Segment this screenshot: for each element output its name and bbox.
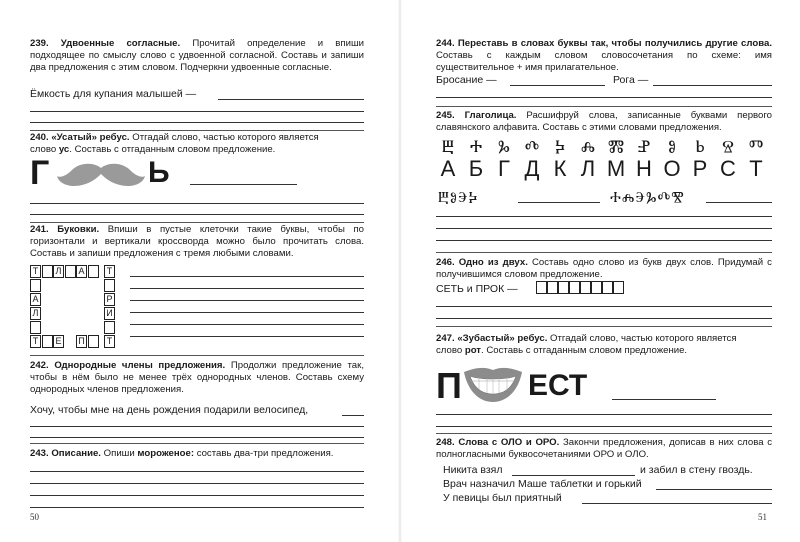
- task-243-writing-line[interactable]: [30, 495, 364, 496]
- task-247-bold-word: рот: [464, 344, 482, 356]
- task-244-instruction: Составь с каждым словом словосочетания по схеме: имя существительное + имя прилагательное.: [436, 49, 772, 73]
- glagolitic-letter: Ⰿ: [607, 137, 625, 157]
- task-239-instruction: Прочитай определение и впиши подходящее по смыслу слово с удвоенной согласной. Составь и запиши два предложения с этим словом. Подчеркни удвоенные согласные.: [30, 38, 365, 73]
- divider: [30, 130, 364, 131]
- task-246-words: СЕТЬ и ПРОК —: [436, 283, 518, 295]
- task-240-writing-line[interactable]: [30, 203, 364, 204]
- task-239-writing-line[interactable]: [30, 111, 364, 112]
- task-239-number: 239. Удвоенные согласные.: [30, 38, 181, 49]
- rebus-letters-est: ЕСТ: [528, 369, 588, 402]
- divider: [436, 106, 772, 107]
- glagolitic-letter: Ⱅ: [748, 137, 764, 157]
- divider: [30, 222, 364, 223]
- task-245-writing-line[interactable]: [436, 228, 772, 229]
- crossword-cell: Л: [30, 307, 41, 320]
- right-page: [400, 0, 800, 542]
- cyrillic-letter: Л: [580, 156, 596, 181]
- task-248-answer-line[interactable]: [582, 503, 772, 504]
- crossword-empty-cell[interactable]: [88, 335, 99, 348]
- crossword-empty-cell[interactable]: [30, 321, 41, 334]
- glagolitic-letter: Ⱀ: [637, 137, 651, 157]
- task-248-sentence-2: Врач назначил Маше таблетки и горький: [443, 478, 642, 490]
- coded-word-1: ⰁⰑⰅⰍ: [438, 188, 479, 206]
- rebus-letter-soft-sign: Ь: [148, 156, 170, 189]
- task-248-sentence-3: У певицы был приятный: [443, 492, 562, 504]
- task-245-answer-line[interactable]: [706, 202, 772, 203]
- task-246-writing-line[interactable]: [436, 318, 772, 319]
- glagolitic-letter: Ⰴ: [524, 137, 540, 157]
- crossword-cell: Т: [30, 265, 41, 278]
- glagolitic-letter: Ⰱ: [441, 137, 455, 157]
- task-240-number: 240. «Усатый» ребус.: [30, 132, 130, 143]
- task-246-instruction: Составь одно слово из букв двух слов. Придумай с получившимся словом предложение.: [436, 257, 772, 280]
- answer-cell[interactable]: [602, 281, 613, 294]
- task-245-text: [436, 110, 772, 134]
- glagolitic-letter: Ⰰ: [469, 137, 483, 157]
- cyrillic-letter: Д: [524, 156, 540, 181]
- task-240-instruction-a: Отгадай слово, частью которого является: [132, 132, 319, 143]
- task-242-writing-line[interactable]: [30, 426, 364, 427]
- crossword-cell: Л: [53, 265, 64, 278]
- task-242-text: [30, 360, 364, 395]
- task-243-writing-line[interactable]: [30, 507, 364, 508]
- task-248-answer-line[interactable]: [656, 489, 772, 490]
- task-245-writing-line[interactable]: [436, 240, 772, 241]
- answer-cell[interactable]: [536, 281, 547, 294]
- task-240-answer-line[interactable]: [190, 184, 297, 185]
- task-243-number: 243. Описание.: [30, 448, 101, 459]
- task-240-bold-word: ус: [58, 143, 70, 155]
- task-245-answer-line[interactable]: [518, 202, 600, 203]
- task-244-writing-line[interactable]: [436, 97, 772, 98]
- task-243-writing-line[interactable]: [30, 471, 364, 472]
- divider: [30, 443, 364, 444]
- glagolitic-letter: Ⱃ: [695, 137, 705, 157]
- task-241-writing-line[interactable]: [130, 324, 364, 325]
- task-247-instruction-b: слово: [436, 344, 465, 356]
- task-247-instruction-c: . Составь с отгаданным словом предложение.: [481, 344, 688, 356]
- crossword-cell: И: [104, 307, 115, 320]
- task-243-instruction-a: Опиши: [103, 448, 138, 459]
- cyrillic-letter: А: [440, 156, 456, 181]
- task-242-writing-line[interactable]: [30, 437, 364, 438]
- coded-word-2: ⰀⰎⰅⰃⰄⰊ: [610, 188, 685, 206]
- task-244-answer-line[interactable]: [510, 85, 605, 86]
- task-240-text: [30, 132, 364, 156]
- cyrillic-letter: О: [663, 156, 681, 181]
- task-240-writing-line[interactable]: [30, 214, 364, 215]
- task-244-word-1: Бросание —: [436, 74, 497, 86]
- task-248-number: 248. Слова с ОЛО и ОРО.: [436, 437, 560, 448]
- task-244-number: 244. Переставь в словах буквы так, чтобы получились другие слова.: [436, 38, 772, 49]
- task-246-text: [436, 257, 772, 281]
- task-241-writing-line[interactable]: [130, 336, 364, 337]
- rebus-letter-g: Г: [30, 154, 50, 192]
- task-248-sentence-1-start: Никита взял: [443, 464, 503, 476]
- task-241-text: [30, 224, 364, 259]
- task-242-answer-line[interactable]: [342, 415, 364, 416]
- task-247-instruction-a: Отгадай слово, частью которого является: [550, 333, 737, 344]
- cyrillic-letter: Р: [692, 156, 708, 181]
- answer-cell[interactable]: [558, 281, 569, 294]
- task-239-sentence: Ёмкость для купания малышей —: [30, 88, 197, 100]
- divider: [30, 355, 364, 356]
- task-243-instruction-b: составь два-три предложения.: [194, 448, 334, 459]
- glagolitic-letter: Ⰽ: [555, 137, 565, 157]
- crossword-empty-cell[interactable]: [104, 321, 115, 334]
- task-247-answer-line[interactable]: [612, 399, 716, 400]
- task-246-writing-line[interactable]: [436, 306, 772, 307]
- task-241-writing-line[interactable]: [130, 288, 364, 289]
- task-241-number: 241. Буковки.: [30, 224, 100, 235]
- answer-cell[interactable]: [547, 281, 558, 294]
- task-245-number: 245. Глаголица.: [436, 110, 517, 121]
- mustache-icon: [56, 160, 146, 190]
- task-240-instruction-c: . Составь с отгаданным словом предложение.: [69, 143, 276, 155]
- crossword-empty-cell[interactable]: [88, 265, 99, 278]
- cyrillic-letter: Т: [749, 156, 763, 181]
- task-248-answer-line[interactable]: [512, 475, 635, 476]
- task-243-text: [30, 448, 364, 460]
- crossword-cell: Т: [104, 265, 115, 278]
- task-246-number: 246. Одно из двух.: [436, 257, 528, 268]
- divider: [436, 326, 772, 327]
- glagolitic-letter: Ⰾ: [580, 137, 596, 157]
- crossword-cell: Е: [53, 335, 64, 348]
- task-242-number: 242. Однородные члены предложения.: [30, 360, 226, 371]
- crossword-empty-cell[interactable]: [104, 279, 115, 292]
- glagolitic-letter: Ⱄ: [722, 137, 734, 157]
- glagolitic-letter: Ⱁ: [668, 137, 676, 157]
- divider: [436, 433, 772, 434]
- task-239-answer-line[interactable]: [218, 99, 364, 100]
- crossword-cell: А: [30, 293, 41, 306]
- crossword-cell: П: [76, 335, 87, 348]
- task-241-writing-line[interactable]: [130, 300, 364, 301]
- answer-cell[interactable]: [613, 281, 624, 294]
- crossword-cell: Р: [104, 293, 115, 306]
- cyrillic-letter: Б: [468, 156, 484, 181]
- answer-cell[interactable]: [580, 281, 591, 294]
- task-240-instruction-b: слово: [30, 143, 59, 155]
- task-243-bold-word: мороженое:: [137, 448, 195, 459]
- crossword-cell: Т: [104, 335, 115, 348]
- task-248-text: [436, 437, 772, 461]
- cyrillic-letter: Г: [498, 156, 510, 181]
- answer-cell[interactable]: [569, 281, 580, 294]
- lips-icon: [462, 364, 524, 404]
- task-245-instruction: Расшифруй слова, записанные буквами первого славянского алфавита. Составь с этими словами предложения.: [436, 110, 772, 133]
- page-number: 51: [758, 512, 767, 522]
- cyrillic-letter: Н: [636, 156, 652, 181]
- task-245-writing-line[interactable]: [436, 216, 772, 217]
- crossword-empty-cell[interactable]: [42, 335, 53, 348]
- task-247-number: 247. «Зубастый» ребус.: [436, 333, 548, 344]
- task-244-answer-line[interactable]: [653, 85, 772, 86]
- task-241-writing-line[interactable]: [130, 312, 364, 313]
- task-241-instruction: Впиши в пустые клеточки такие буквы, чтобы по горизонтали и вертикали кроссворда можно было прочитать слова. Составь и запиши предложения с тремя любыми словами.: [30, 224, 364, 259]
- cyrillic-letter: М: [606, 156, 626, 181]
- crossword-empty-cell[interactable]: [42, 265, 53, 278]
- cyrillic-letter: К: [553, 156, 567, 181]
- crossword-cell: А: [76, 265, 87, 278]
- task-242-sentence: Хочу, чтобы мне на день рождения подарили велосипед,: [30, 404, 309, 416]
- task-248-sentence-1-end: и забил в стену гвоздь.: [640, 464, 753, 476]
- task-239-text: [30, 38, 364, 73]
- task-241-writing-line[interactable]: [130, 276, 364, 277]
- glagolitic-letter: Ⰳ: [498, 137, 510, 157]
- crossword-empty-cell[interactable]: [65, 265, 76, 278]
- rebus-letter-p: П: [436, 365, 462, 406]
- task-244-word-2: Рога —: [613, 74, 649, 86]
- task-247-writing-line[interactable]: [436, 414, 772, 415]
- task-242-instruction: Продолжи предложение так, чтобы в нём было не менее трёх однородных членов. Составь схему однородных членов предложения.: [30, 360, 364, 395]
- answer-cell[interactable]: [591, 281, 602, 294]
- cyrillic-letter: С: [720, 156, 736, 181]
- task-239-writing-line[interactable]: [30, 122, 364, 123]
- crossword-cell: Т: [30, 335, 41, 348]
- divider: [436, 252, 772, 253]
- page-number: 50: [30, 512, 39, 522]
- crossword-empty-cell[interactable]: [30, 279, 41, 292]
- task-243-writing-line[interactable]: [30, 483, 364, 484]
- task-248-instruction: Закончи предложения, дописав в них слова с полногласными буквосочетаниями ОРО и ОЛО.: [436, 437, 772, 460]
- task-247-text: [436, 333, 772, 357]
- task-244-text: [436, 38, 772, 73]
- task-247-writing-line[interactable]: [436, 426, 772, 427]
